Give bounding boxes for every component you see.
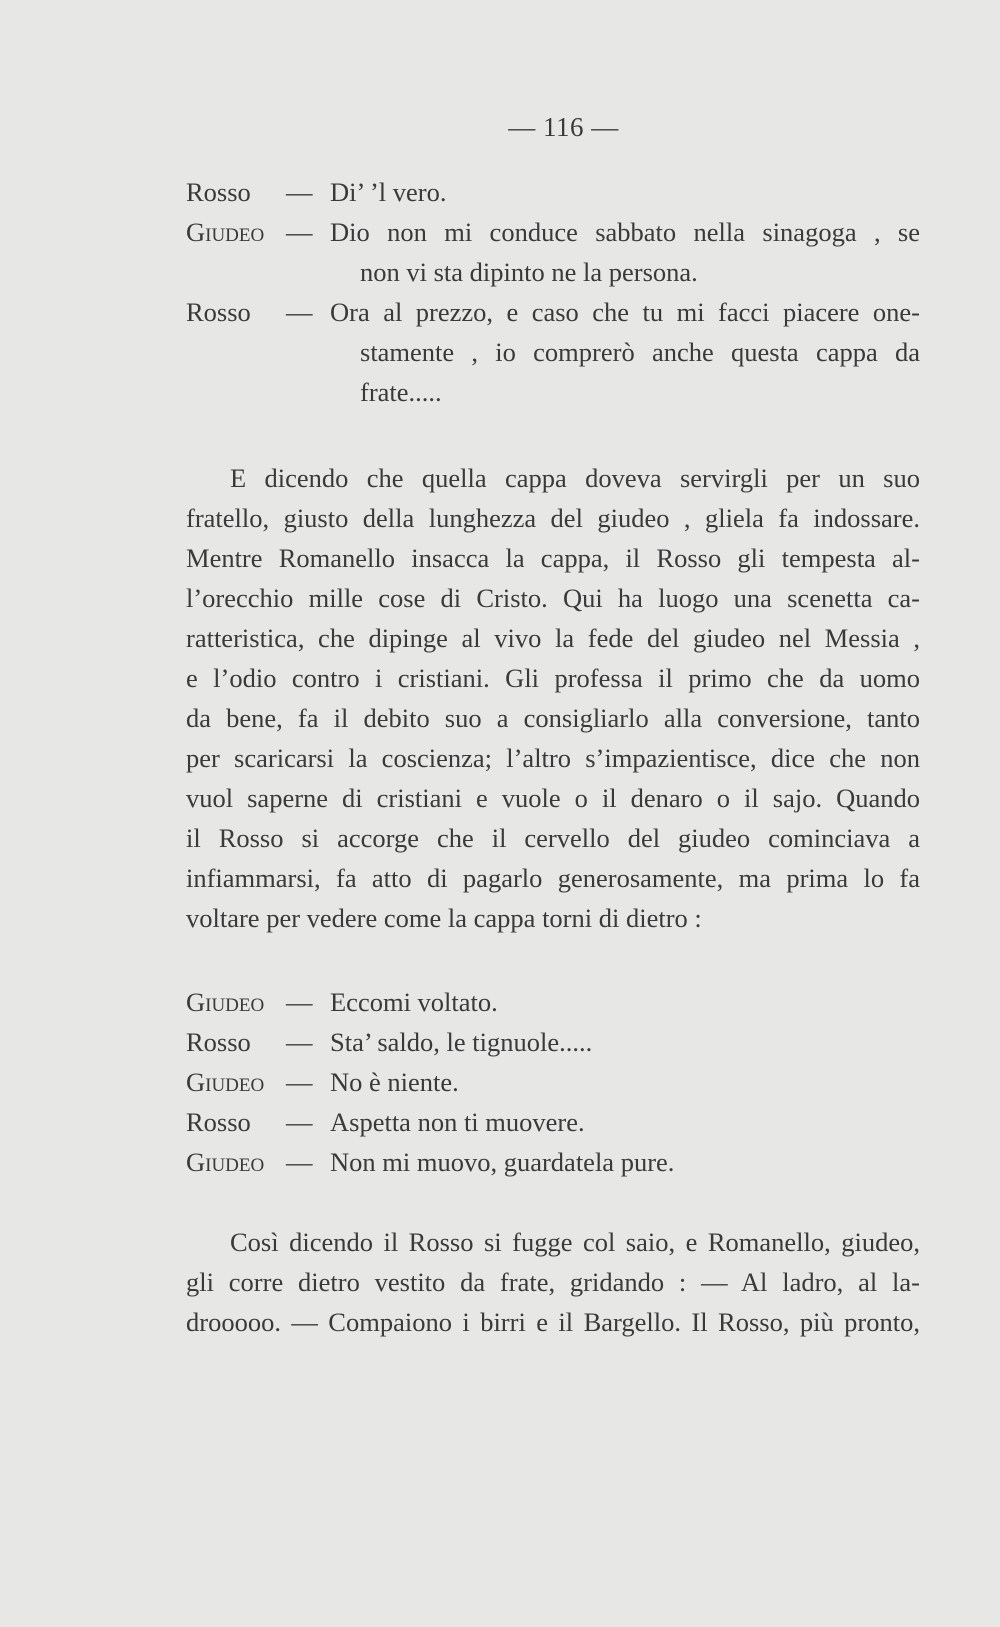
speech-text: No è niente. <box>330 1067 459 1097</box>
speech-line: non vi sta dipinto ne la persona. <box>360 257 698 287</box>
speaker-name: Rosso <box>186 1027 251 1057</box>
text-line: infiammarsi, fa atto di pagarlo generosamente, ma prima lo fa <box>186 863 920 893</box>
speech-text: Non mi muovo, guardatela pure. <box>330 1147 675 1177</box>
speech-text <box>330 292 920 412</box>
dialogue-dash: — <box>286 987 313 1017</box>
text-line: ratteristica, che dipinge al vivo la fede del giudeo nel Messia , <box>186 623 920 653</box>
dialogue-dash: — <box>286 1067 313 1097</box>
speaker-name: Giudeo <box>186 987 265 1017</box>
speech-line: Dio non mi conduce sabbato nella sinagoga , se <box>330 217 920 247</box>
text-line: voltare per vedere come la cappa torni di dietro : <box>186 903 702 933</box>
speaker-name: Rosso <box>186 297 251 327</box>
speech-text: Eccomi voltato. <box>330 987 498 1017</box>
speech-line: frate..... <box>360 377 442 407</box>
dialogue-dash: — <box>286 1107 313 1137</box>
speech-line: Ora al prezzo, e caso che tu mi facci piacere one- <box>330 297 920 327</box>
text-line: E dicendo che quella cappa doveva servirgli per un suo <box>230 463 920 493</box>
speaker-name: Giudeo <box>186 1067 265 1097</box>
text-line: l’orecchio mille cose di Cristo. Qui ha luogo una scenetta ca- <box>186 583 920 613</box>
dialogue-line <box>186 1022 920 1062</box>
dialogue-line <box>186 292 920 412</box>
text-line: da bene, fa il debito suo a consigliarlo alla conversione, tanto <box>186 703 920 733</box>
dialogue-dash: — <box>286 177 313 207</box>
dialogue-dash: — <box>286 217 313 247</box>
dialogue-line <box>186 1062 920 1102</box>
text-line: il Rosso si accorge che il cervello del giudeo cominciava a <box>186 823 920 853</box>
dialogue-top <box>186 172 920 412</box>
text-line: Così dicendo il Rosso si fugge col saio, e Romanello, giudeo, <box>230 1227 920 1257</box>
speech-text <box>330 212 920 292</box>
text-line: e l’odio contro i cristiani. Gli professa il primo che da uomo <box>186 663 920 693</box>
paragraph-narrative <box>186 458 920 938</box>
dialogue-line <box>186 212 920 292</box>
dialogue-line <box>186 1142 920 1182</box>
text-line: fratello, giusto della lunghezza del giudeo , gliela fa indossare. <box>186 503 920 533</box>
text-line: vuol saperne di cristiani e vuole o il denaro o il sajo. Quando <box>186 783 920 813</box>
speaker-name: Giudeo <box>186 217 265 247</box>
dialogue-dash: — <box>286 297 313 327</box>
dialogue-dash: — <box>286 1027 313 1057</box>
dialogue-bottom <box>186 982 920 1182</box>
speech-text: Aspetta non ti muovere. <box>330 1107 585 1137</box>
speech-line: stamente , io comprerò anche questa cappa da <box>360 337 920 367</box>
text-line: per scaricarsi la coscienza; l’altro s’impazientisce, dice che non <box>186 743 920 773</box>
text-line: Mentre Romanello insacca la cappa, il Rosso gli tempesta al- <box>186 543 920 573</box>
paragraph-narrative-2 <box>186 1222 920 1342</box>
speech-line: Di’ ’l vero. <box>330 177 447 207</box>
dialogue-line <box>186 172 920 212</box>
speaker-name: Giudeo <box>186 1147 265 1177</box>
text-line: gli corre dietro vestito da frate, gridando : — Al ladro, al la- <box>186 1267 920 1297</box>
speaker-name: Rosso <box>186 177 251 207</box>
dialogue-line <box>186 1102 920 1142</box>
speech-text: Sta’ saldo, le tignuole..... <box>330 1027 593 1057</box>
dialogue-dash: — <box>286 1147 313 1177</box>
text-line: drooooo. — Compaiono i birri e il Bargello. Il Rosso, più pronto, <box>186 1307 920 1337</box>
dialogue-line <box>186 982 920 1022</box>
speaker-name: Rosso <box>186 1107 251 1137</box>
speech-text <box>330 172 920 212</box>
paragraph-text <box>186 1222 920 1342</box>
paragraph-text <box>186 458 920 938</box>
page-number: — 116 — <box>508 112 619 142</box>
